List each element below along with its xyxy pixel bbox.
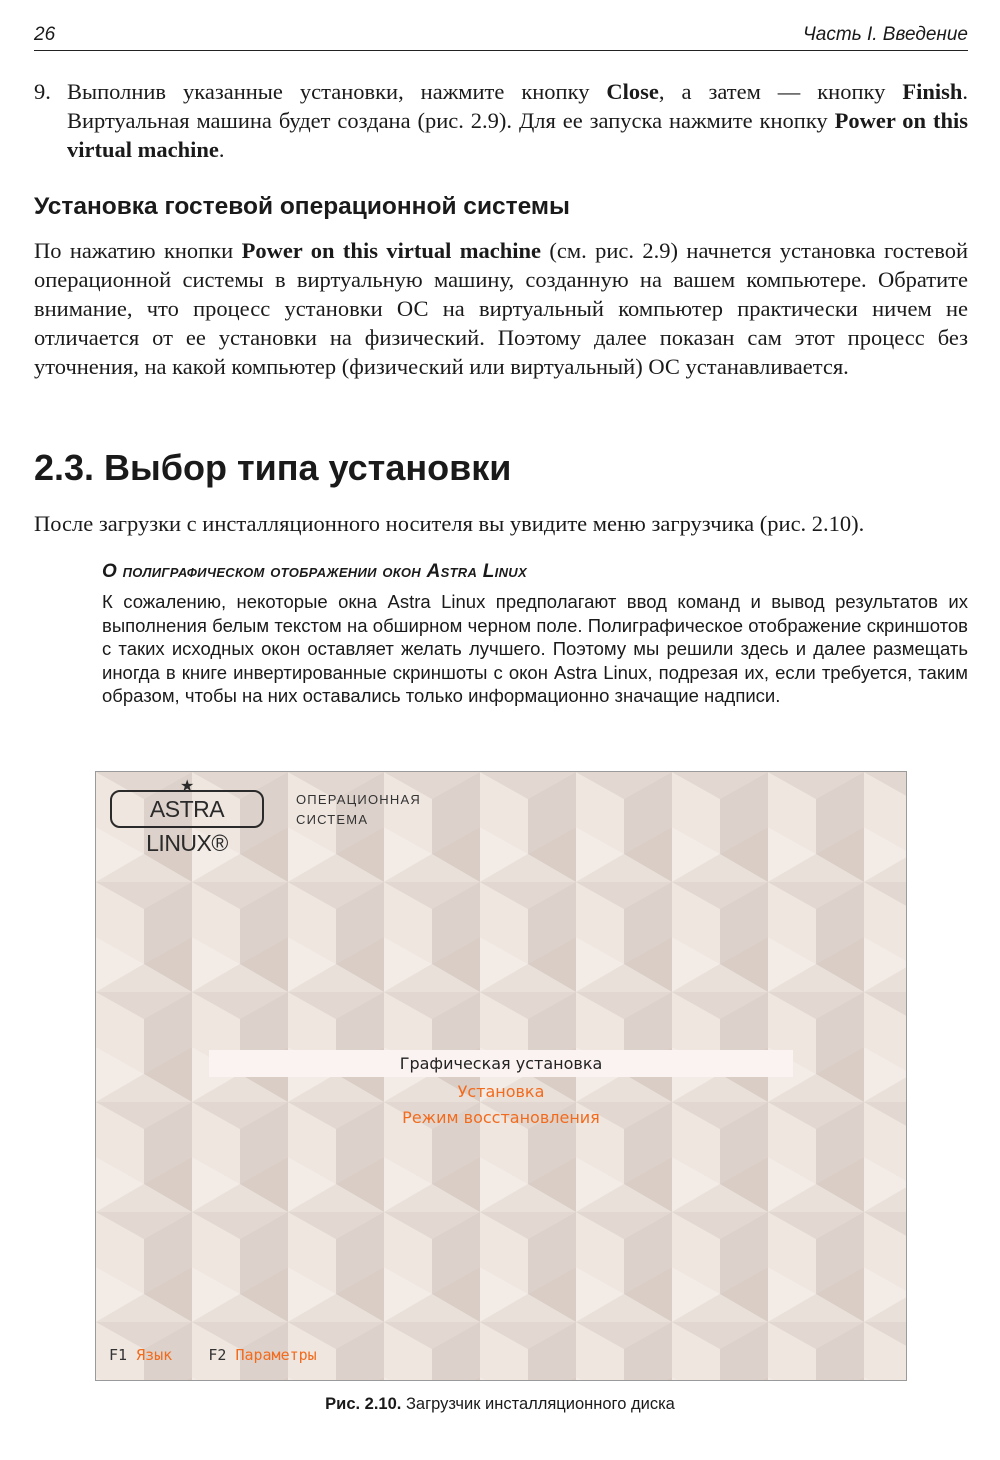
- menu-item-recovery-mode[interactable]: Режим восстановления: [402, 1108, 600, 1127]
- bold-power-on: Power on this virtual machine: [241, 238, 541, 263]
- page-header: [34, 22, 968, 51]
- list-item-step-9: [34, 77, 968, 164]
- text-span: (см. рис. 2.9) начнется установка гостевой операционной системы в виртуальную машину, созданную на вашем компьютере. Обратите внимание, что процесс установки ОС на виртуальный компьютер практически ничем не отличается от ее установки на физический. Поэтому далее показан сам этот процесс без уточнения, на какой компьютер (физический или виртуальный) ОС устанавливается.: [34, 238, 968, 379]
- text-span: По нажатию кнопки: [34, 238, 242, 263]
- section-heading: Установка гостевой операционной системы: [34, 193, 570, 220]
- menu-item-install[interactable]: Установка: [457, 1082, 545, 1101]
- list-number: 9.: [34, 79, 51, 104]
- figure-caption: [0, 1395, 1000, 1414]
- astra-linux-logo: ASTRA LINUX®: [110, 790, 264, 828]
- caption-text: Загрузчик инсталляционного диска: [401, 1395, 675, 1413]
- parameters-option[interactable]: Параметры: [235, 1346, 317, 1364]
- os-label-line2: СИСТЕМА: [296, 812, 369, 827]
- text-span: . Виртуальная машина будет создана (рис. 2.9). Для ее запуска нажмите кнопку: [67, 79, 968, 133]
- chapter-paragraph: После загрузки с инсталляционного носителя вы увидите меню загрузчика (рис. 2.10).: [34, 511, 865, 536]
- bold-close: Close: [606, 79, 659, 104]
- page-number: 26: [34, 24, 56, 45]
- bootloader-screenshot: [95, 771, 907, 1381]
- star-icon: ★: [180, 778, 195, 795]
- note-text: К сожалению, некоторые окна Astra Linux предполагают ввод команд и вывод результатов их выполнения белым текстом на обширном черном поле. Полиграфическое отображение скриншотов с таких исходных окон оставляет желать лучшего. Поэтому мы решили здесь и далее размещать иногда в книге инвертированные скриншоты с окон Astra Linux, подрезая их, если требуется, таким образом, чтобы на них оставались только информационно значащие надписи.: [102, 591, 968, 706]
- function-keys-bar: [109, 1346, 317, 1364]
- running-title: Часть I. Введение: [803, 24, 968, 45]
- menu-item-graphical-install[interactable]: Графическая установка: [209, 1050, 793, 1077]
- bold-finish: Finish: [902, 79, 963, 104]
- os-label: [296, 790, 456, 830]
- f1-key: F1: [109, 1346, 128, 1364]
- bold-power-on: Power on this virtual machine: [67, 108, 968, 162]
- text-span: , а затем — кнопку: [658, 79, 903, 104]
- caption-label: Рис. 2.10.: [325, 1395, 402, 1413]
- text-span: .: [218, 137, 225, 162]
- text-span: Выполнив указанные установки, нажмите кнопку: [67, 79, 607, 104]
- section-paragraph: [34, 236, 968, 381]
- list-text: [67, 77, 968, 164]
- chapter-heading: 2.3. Выбор типа установки: [34, 447, 512, 488]
- os-label-line1: ОПЕРАЦИОННАЯ: [296, 792, 421, 807]
- f2-key: F2: [208, 1346, 227, 1364]
- language-option[interactable]: Язык: [136, 1346, 173, 1364]
- note-title: О полиграфическом отображении окон Astra Linux: [102, 561, 527, 582]
